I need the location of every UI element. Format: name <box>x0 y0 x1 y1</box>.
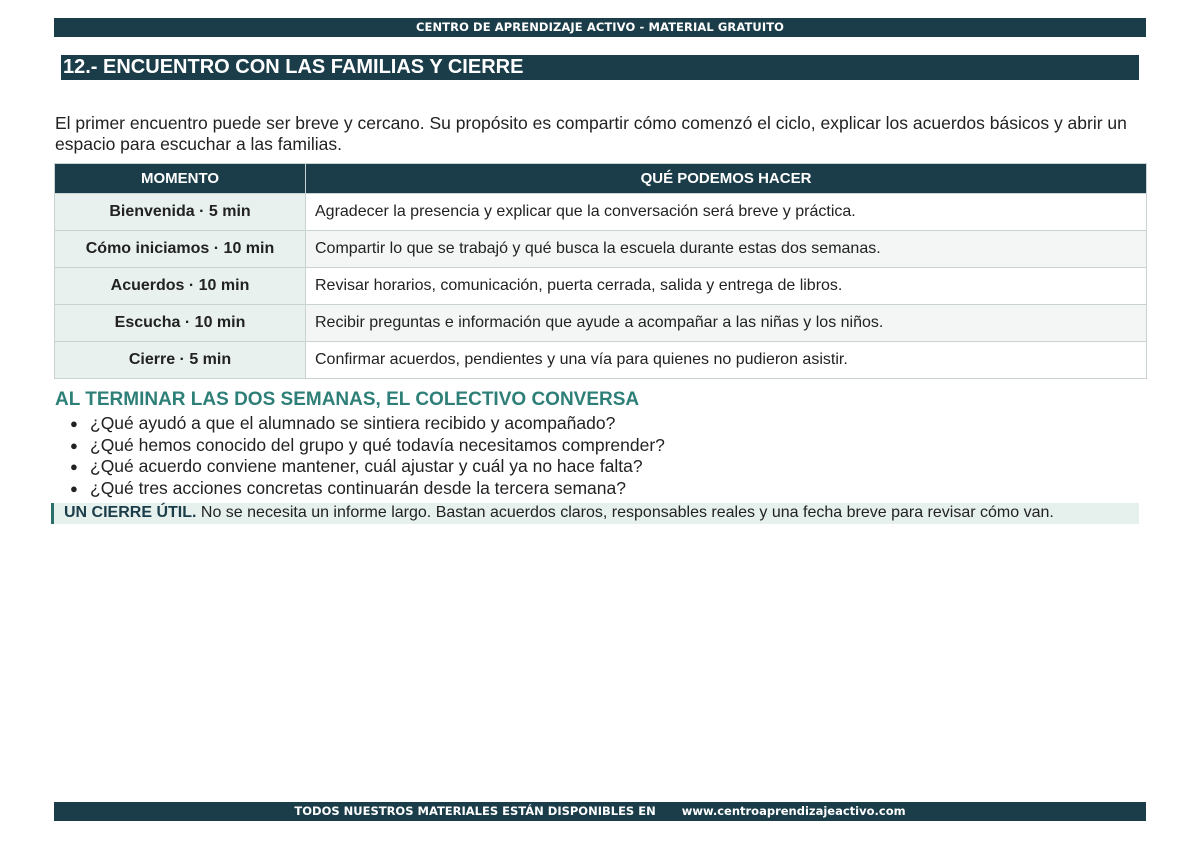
section-title <box>61 55 1139 80</box>
table-row <box>55 342 1147 379</box>
bullet-icon: ● <box>70 416 78 431</box>
list-item <box>70 478 665 500</box>
moment-cell: Acuerdos · 10 min <box>55 268 306 305</box>
table-row <box>55 231 1147 268</box>
bullet-icon: ● <box>70 480 78 496</box>
footer-banner <box>54 802 1146 821</box>
column-header-action: QUÉ PODEMOS HACER <box>306 164 1147 194</box>
bullet-icon: ● <box>70 437 78 453</box>
intro-paragraph: El primer encuentro puede ser breve y cercano. Su propósito es compartir cómo comenzó el ciclo, explicar los acuerdos básicos y abrir un espacio para escuchar a las familias. <box>55 113 1127 154</box>
table-row <box>55 194 1147 231</box>
header-banner <box>54 18 1146 37</box>
table-header-row <box>55 164 1147 194</box>
action-cell: Agradecer la presencia y explicar que la conversación será breve y práctica. <box>306 194 1147 231</box>
list-item <box>70 456 665 478</box>
action-cell: Revisar horarios, comunicación, puerta cerrada, salida y entrega de libros. <box>306 268 1147 305</box>
reflection-heading: AL TERMINAR LAS DOS SEMANAS, EL COLECTIVO CONVERSA <box>55 389 640 410</box>
question-text: ¿Qué acuerdo conviene mantener, cuál ajustar y cuál ya no hace falta? <box>90 456 643 476</box>
callout-label: UN CIERRE ÚTIL. <box>64 504 197 521</box>
table-row <box>55 305 1147 342</box>
moments-table <box>54 163 1147 379</box>
question-text: ¿Qué hemos conocido del grupo y qué todavía necesitamos comprender? <box>90 434 665 455</box>
question-text: ¿Qué tres acciones concretas continuarán desde la tercera semana? <box>90 477 626 498</box>
tip-callout <box>51 503 1139 524</box>
list-item <box>70 435 665 457</box>
column-header-moment: MOMENTO <box>55 164 306 194</box>
moment-cell: Cierre · 5 min <box>55 342 306 379</box>
header-banner-text: CENTRO DE APRENDIZAJE ACTIVO - MATERIAL GRATUITO <box>415 20 785 34</box>
section-title-text: 12.- ENCUENTRO CON LAS FAMILIAS Y CIERRE <box>63 56 524 78</box>
action-cell: Recibir preguntas e información que ayude a acompañar a las niñas y los niños. <box>306 305 1147 342</box>
moment-cell: Escucha · 10 min <box>55 305 306 342</box>
moment-cell: Bienvenida · 5 min <box>55 194 306 231</box>
table-row <box>55 268 1147 305</box>
action-cell: Confirmar acuerdos, pendientes y una vía para quienes no pudieron asistir. <box>306 342 1147 379</box>
footer-text: TODOS NUESTROS MATERIALES ESTÁN DISPONIBLES EN <box>294 804 656 818</box>
question-text: ¿Qué ayudó a que el alumnado se sintiera recibido y acompañado? <box>90 413 616 433</box>
moment-cell: Cómo iniciamos · 10 min <box>55 231 306 268</box>
callout-text: No se necesita un informe largo. Bastan acuerdos claros, responsables reales y una fecha breve para revisar cómo van. <box>200 504 1054 521</box>
list-item <box>70 413 665 435</box>
reflection-question-list <box>70 413 665 499</box>
action-cell: Compartir lo que se trabajó y qué busca la escuela durante estas dos semanas. <box>306 231 1147 268</box>
website-link[interactable]: www.centroaprendizajeactivo.com <box>681 804 906 818</box>
bullet-icon: ● <box>70 459 78 474</box>
